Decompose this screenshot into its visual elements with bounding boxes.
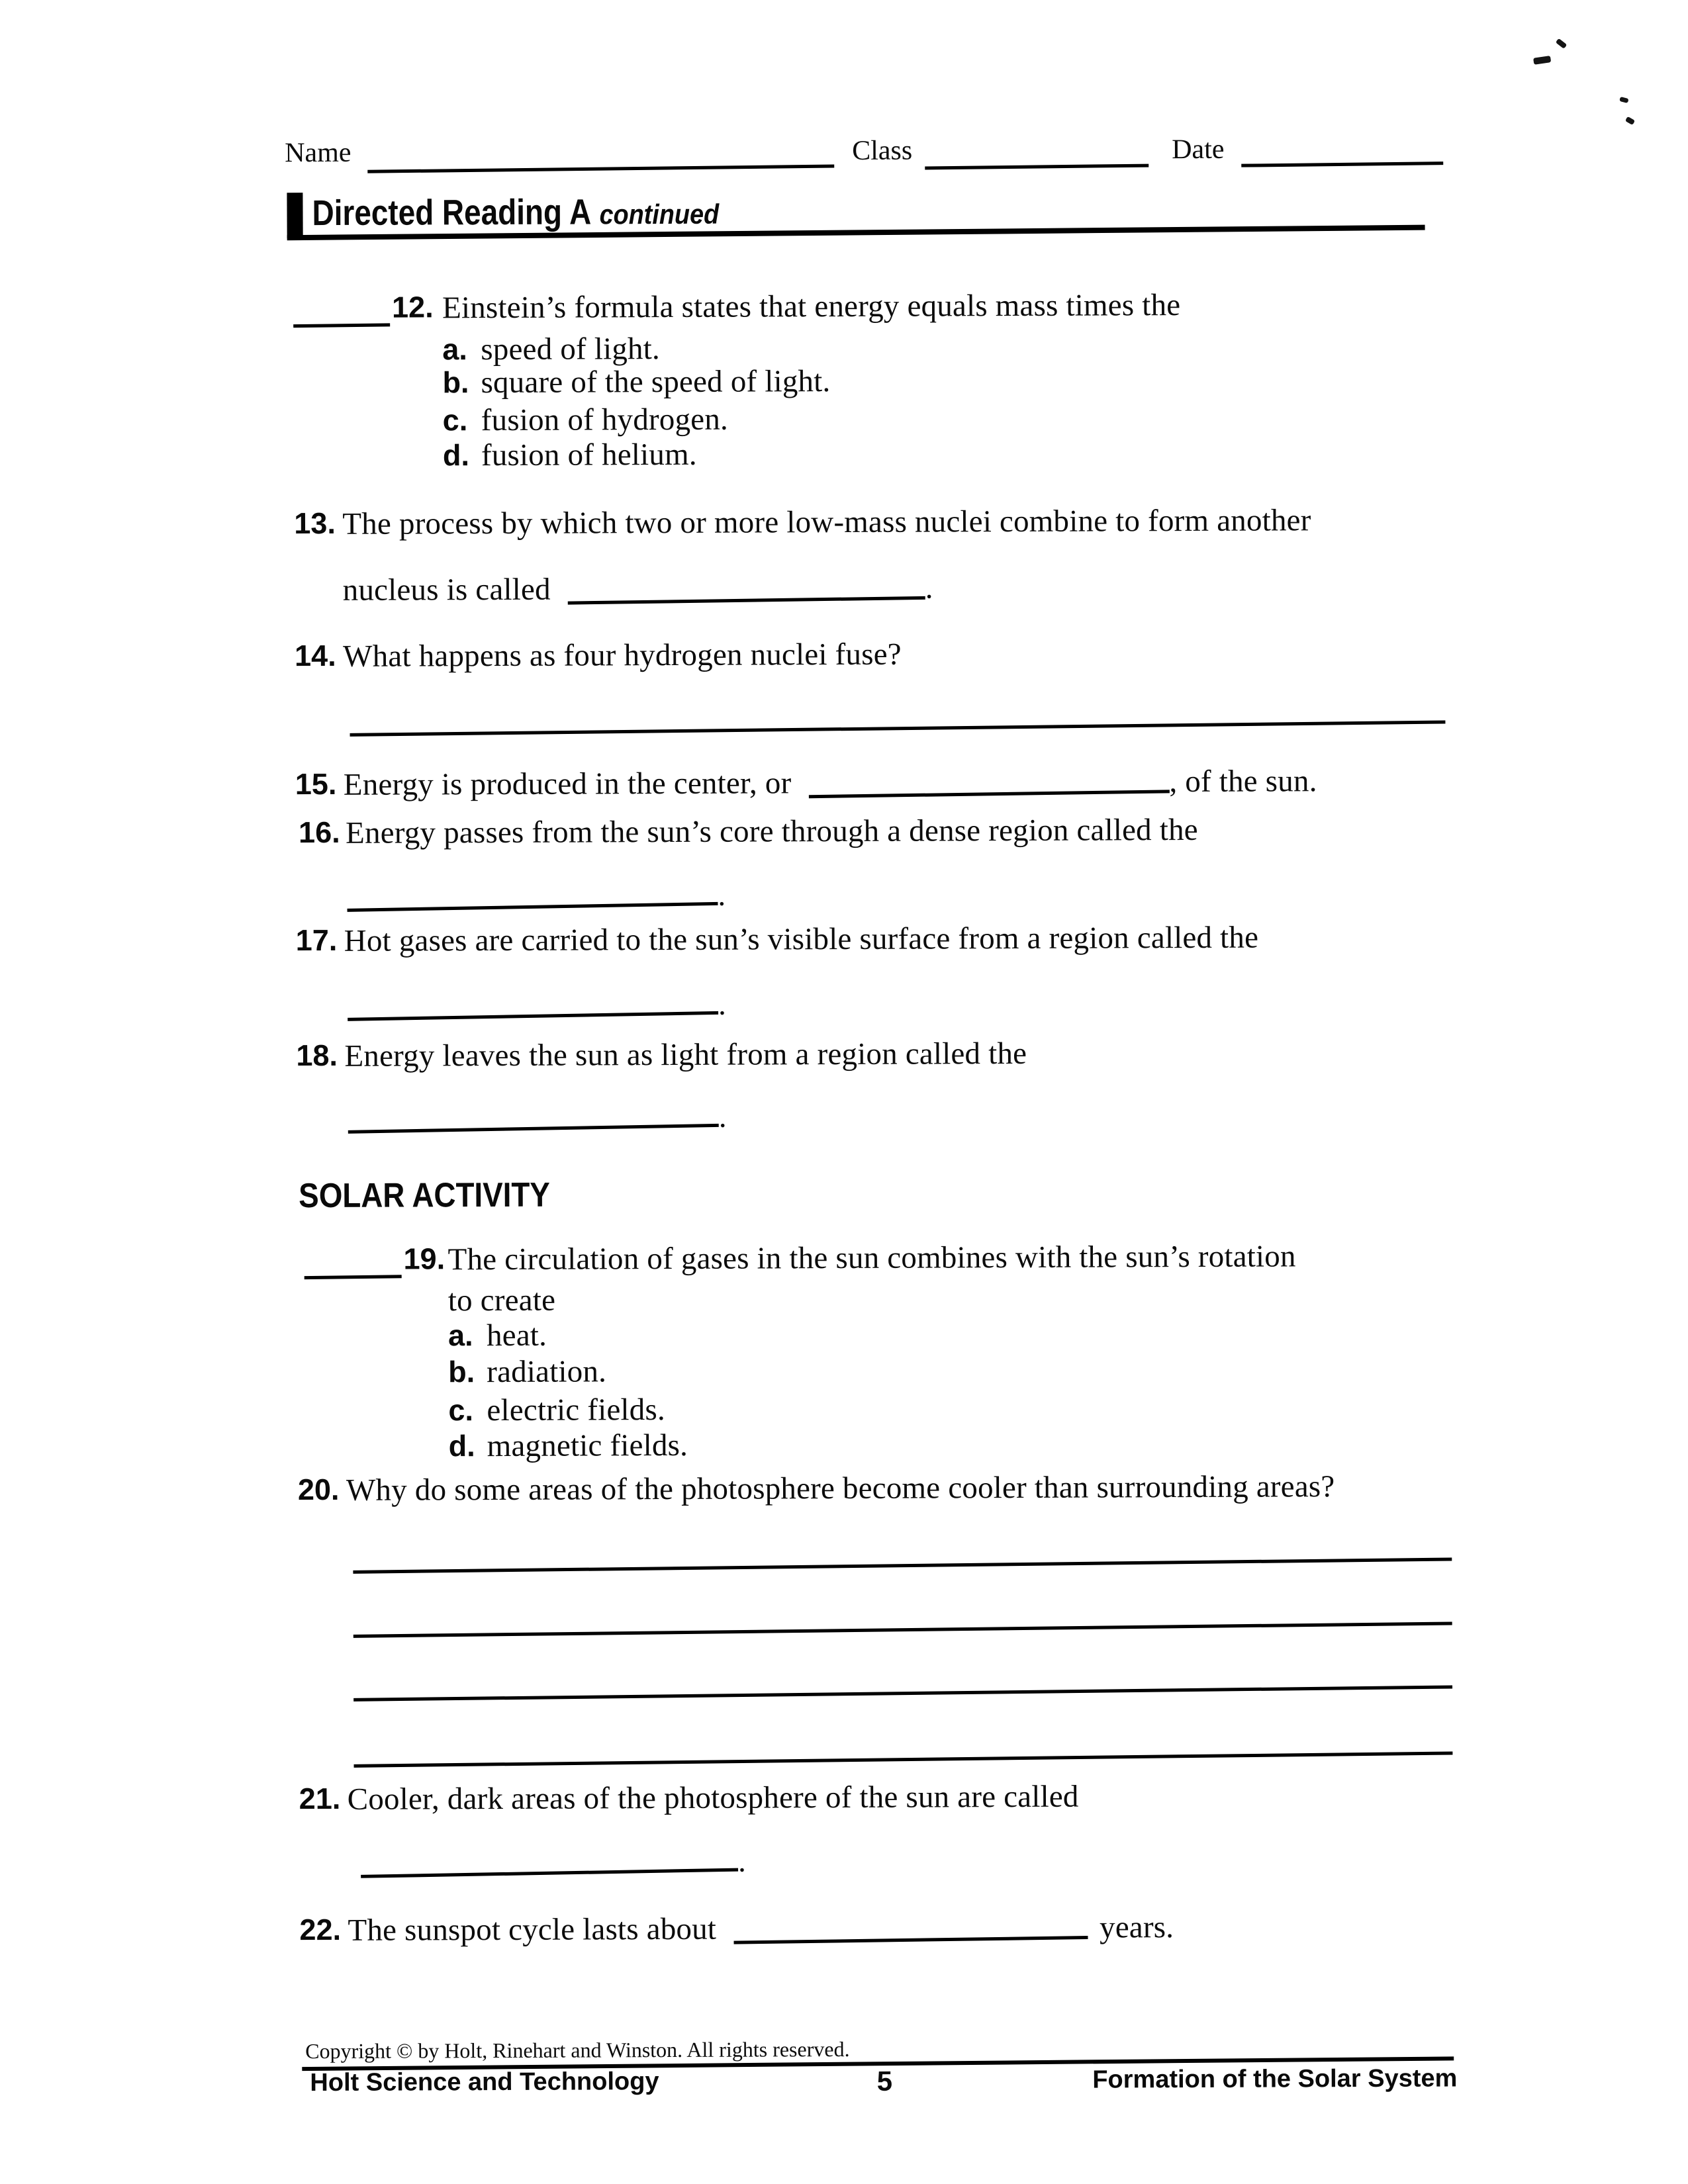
- q19-option-c-text: electric fields.: [487, 1392, 665, 1428]
- page-title: Directed Reading A: [312, 192, 592, 234]
- q22-prefix: The sunspot cycle lasts about: [348, 1911, 717, 1948]
- q13-text-line2: [343, 570, 933, 608]
- q13-number: 13.: [294, 506, 336, 541]
- q16-answer-blank: [347, 894, 718, 912]
- q19-text-line2: to create: [447, 1283, 556, 1318]
- q12-option-d-text: fusion of helium.: [481, 437, 697, 473]
- q12-option-a: [442, 331, 660, 367]
- q12-number: 12.: [391, 290, 434, 324]
- q16-text: Energy passes from the sun’s core through a dense region called the: [346, 812, 1198, 850]
- q19-text-line1: The circulation of gases in the sun combines with the sun’s rotation: [447, 1239, 1296, 1277]
- q16-number: 16.: [299, 815, 340, 850]
- q19-option-d: [449, 1428, 688, 1464]
- q18-text: Energy leaves the sun as light from a region called the: [344, 1036, 1027, 1073]
- section-heading: SOLAR ACTIVITY: [299, 1175, 550, 1216]
- q18-answer-row: [348, 1099, 727, 1136]
- scan-speck: [1556, 38, 1568, 49]
- q19-option-a: [448, 1318, 547, 1354]
- q17-answer-row: [348, 987, 726, 1024]
- q15-inline-blank: [808, 782, 1169, 798]
- class-blank-line: [925, 164, 1149, 170]
- q12-option-a-text: speed of light.: [481, 332, 661, 367]
- q21-period: .: [737, 1844, 747, 1879]
- q12-option-b-text: square of the speed of light.: [481, 364, 831, 400]
- q14-answer-line: [350, 721, 1446, 737]
- q19-number: 19.: [403, 1242, 445, 1276]
- q12-option-c-letter: c.: [442, 403, 468, 437]
- q17-answer-blank: [348, 1003, 718, 1021]
- q16-period: .: [718, 878, 726, 913]
- q22-text: [348, 1909, 1174, 1948]
- name-blank-line: [367, 165, 834, 173]
- q15-suffix: , of the sun.: [1169, 764, 1317, 799]
- q12-option-c: [443, 402, 728, 439]
- class-label: Class: [852, 135, 913, 166]
- q17-period: .: [718, 987, 727, 1022]
- q18-period: .: [718, 1099, 727, 1134]
- q12-option-d-letter: d.: [442, 438, 470, 473]
- q19-option-a-letter: a.: [447, 1318, 473, 1353]
- q21-number: 21.: [299, 1781, 341, 1816]
- q15-text: [344, 763, 1317, 803]
- page-title-continued: continued: [599, 198, 720, 230]
- q22-inline-blank: [733, 1928, 1088, 1944]
- date-label: Date: [1172, 134, 1225, 165]
- q13-line2-text: nucleus is called: [342, 572, 551, 608]
- q20-text: Why do some areas of the photosphere become cooler than surrounding areas?: [346, 1469, 1335, 1508]
- q13-inline-blank: [568, 588, 925, 605]
- q13-period: .: [925, 570, 933, 606]
- title-accent-bar: [287, 193, 303, 238]
- q18-answer-blank: [348, 1116, 719, 1134]
- q12-option-c-text: fusion of hydrogen.: [481, 402, 729, 438]
- q20-number: 20.: [297, 1472, 340, 1507]
- q22-number: 22.: [299, 1912, 342, 1947]
- q14-text: What happens as four hydrogen nuclei fuse?: [343, 637, 902, 674]
- scan-speck: [1533, 56, 1551, 65]
- q12-option-a-letter: a.: [442, 332, 467, 367]
- footer-book-title: Holt Science and Technology: [310, 2068, 659, 2097]
- q19-option-b-text: radiation.: [487, 1354, 607, 1390]
- q14-number: 14.: [294, 638, 336, 673]
- q12-option-b: [442, 363, 830, 400]
- q19-option-a-text: heat.: [486, 1318, 547, 1353]
- q12-option-d: [443, 437, 697, 473]
- q17-text: Hot gases are carried to the sun’s visible surface from a region called the: [344, 920, 1259, 958]
- q19-option-d-letter: d.: [448, 1429, 475, 1463]
- scan-speck: [1619, 97, 1628, 103]
- q19-option-c: [448, 1392, 665, 1428]
- q19-answer-blank: [305, 1275, 402, 1279]
- q12-text: Einstein’s formula states that energy equals mass times the: [442, 288, 1181, 326]
- q13-text-line1: The process by which two or more low-mass nuclei combine to form another: [342, 503, 1311, 541]
- q15-prefix: Energy is produced in the center, or: [343, 766, 792, 802]
- q12-option-b-letter: b.: [442, 365, 469, 400]
- q19-option-b: [448, 1353, 606, 1390]
- name-label: Name: [285, 137, 352, 169]
- q19-option-c-letter: c.: [448, 1393, 474, 1428]
- q12-answer-blank: [293, 323, 390, 328]
- q20-answer-line-1: [353, 1557, 1452, 1573]
- q17-number: 17.: [295, 923, 338, 958]
- q20-answer-line-3: [353, 1685, 1452, 1701]
- q19-option-d-text: magnetic fields.: [487, 1428, 688, 1464]
- q21-answer-blank: [361, 1860, 738, 1878]
- q19-option-b-letter: b.: [448, 1355, 475, 1389]
- footer-copyright: Copyright © by Holt, Rinehart and Winston. All rights reserved.: [305, 2036, 850, 2064]
- footer-chapter-title: Formation of the Solar System: [1092, 2064, 1458, 2094]
- q18-number: 18.: [296, 1038, 338, 1073]
- q20-answer-line-4: [354, 1751, 1453, 1767]
- q15-number: 15.: [295, 766, 337, 801]
- scan-speck: [1625, 116, 1635, 125]
- q22-suffix: years.: [1099, 1910, 1174, 1945]
- q16-answer-row: [347, 878, 726, 915]
- date-blank-line: [1241, 161, 1443, 167]
- q21-text: Cooler, dark areas of the photosphere of the sun are called: [347, 1779, 1079, 1817]
- q20-answer-line-2: [353, 1621, 1452, 1637]
- footer-page-number: 5: [876, 2065, 893, 2097]
- q21-answer-row: [361, 1844, 746, 1881]
